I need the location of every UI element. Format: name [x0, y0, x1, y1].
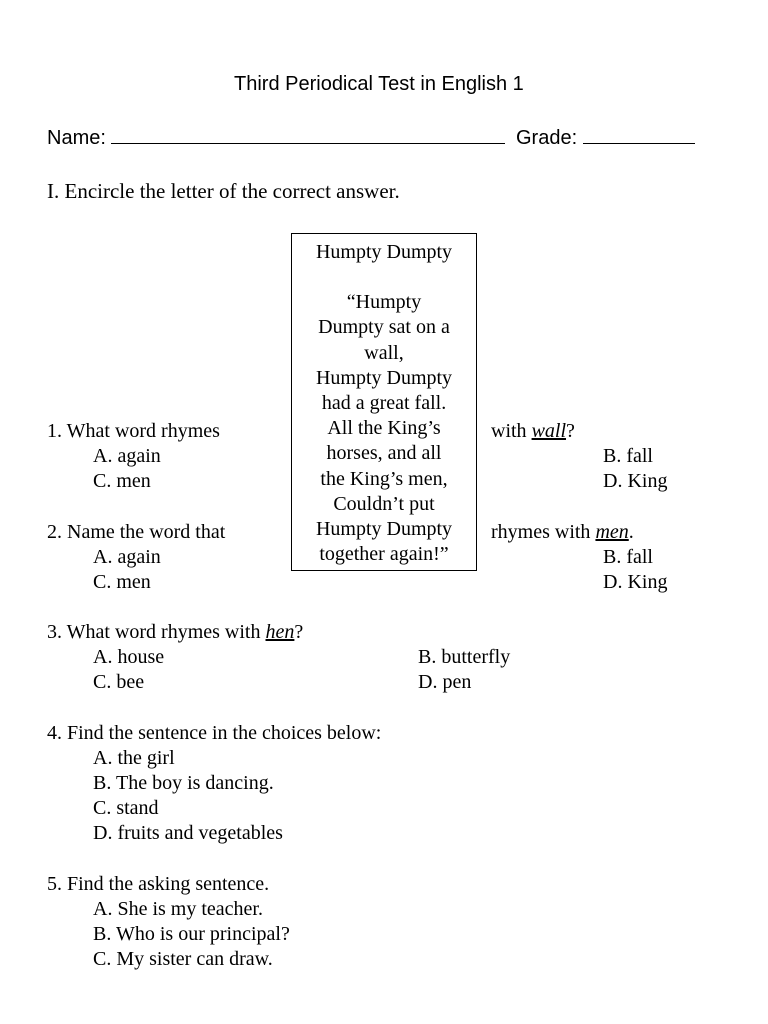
question-1-choice-d[interactable]: D. King	[603, 470, 668, 492]
poem-box	[291, 233, 477, 571]
question-2-choice-d[interactable]: D. King	[603, 571, 668, 593]
poem-line: All the King’s	[327, 417, 441, 440]
question-2-choice-a[interactable]: A. again	[93, 546, 161, 568]
poem-line: Dumpty sat on a	[318, 316, 450, 339]
question-1-prefix: 1. What word rhymes	[47, 420, 220, 442]
grade-field[interactable]	[516, 128, 695, 148]
poem-line: “Humpty	[346, 291, 422, 314]
name-blank[interactable]	[111, 143, 505, 144]
poem-line: horses, and all	[326, 442, 442, 465]
question-5-choice-c[interactable]: C. My sister can draw.	[93, 948, 273, 970]
question-1-keyword: wall	[531, 420, 567, 442]
question-2-suffix: rhymes with	[491, 521, 596, 543]
question-3-choice-c[interactable]: C. bee	[93, 671, 145, 693]
question-4-choice-b[interactable]: B. The boy is dancing.	[93, 772, 274, 794]
poem-line: Humpty Dumpty	[315, 518, 453, 541]
question-2-stem-end	[491, 522, 634, 542]
poem-title: Humpty Dumpty	[315, 241, 453, 263]
question-3-prefix: 3. What word rhymes with	[47, 621, 266, 643]
question-2-choice-b[interactable]: B. fall	[603, 546, 653, 568]
question-1-punct: ?	[566, 420, 575, 442]
grade-blank[interactable]	[583, 143, 695, 144]
poem-line: Couldn’t put	[333, 492, 435, 515]
question-5-choice-b[interactable]: B. Who is our principal?	[93, 923, 290, 945]
question-1-stem-end	[491, 421, 575, 441]
question-2-punct: .	[628, 521, 634, 543]
question-1-choice-c[interactable]: C. men	[93, 470, 151, 492]
question-4-choice-a[interactable]: A. the girl	[93, 747, 175, 769]
question-3-choice-d[interactable]: D. pen	[418, 671, 472, 693]
grade-label: Grade:	[516, 127, 578, 149]
question-1-choice-a[interactable]: A. again	[93, 445, 161, 467]
question-5-stem: 5. Find the asking sentence.	[47, 873, 270, 895]
poem-line: together again!”	[319, 543, 449, 566]
question-3-choice-b[interactable]: B. butterfly	[418, 646, 511, 668]
question-4-choice-d[interactable]: D. fruits and vegetables	[93, 822, 283, 844]
question-4-choice-c[interactable]: C. stand	[93, 797, 159, 819]
poem-line: the King’s men,	[320, 467, 448, 490]
question-2-stem	[47, 522, 225, 542]
question-3-keyword: hen	[265, 621, 295, 643]
name-label: Name:	[47, 127, 106, 149]
poem-line: had a great fall.	[321, 392, 447, 415]
question-1-stem	[47, 421, 220, 441]
poem-line: Humpty Dumpty	[315, 366, 453, 389]
question-2-prefix: 2. Name the word that	[47, 521, 226, 543]
question-1-suffix: with	[491, 420, 532, 442]
question-3-choice-a[interactable]: A. house	[93, 646, 165, 668]
question-1-choice-b[interactable]: B. fall	[603, 445, 653, 467]
poem-spacer	[292, 265, 476, 290]
poem-line: wall,	[364, 341, 404, 364]
question-2-keyword: men	[595, 521, 629, 543]
page-title: Third Periodical Test in English 1	[234, 73, 524, 95]
name-field[interactable]	[47, 128, 505, 148]
question-2-choice-c[interactable]: C. men	[93, 571, 151, 593]
instructions: I. Encircle the letter of the correct answer.	[47, 179, 400, 203]
question-4-stem: 4. Find the sentence in the choices below:	[47, 722, 382, 744]
question-5-choice-a[interactable]: A. She is my teacher.	[93, 898, 263, 920]
question-3-stem	[47, 622, 303, 642]
question-3-punct: ?	[294, 621, 304, 643]
